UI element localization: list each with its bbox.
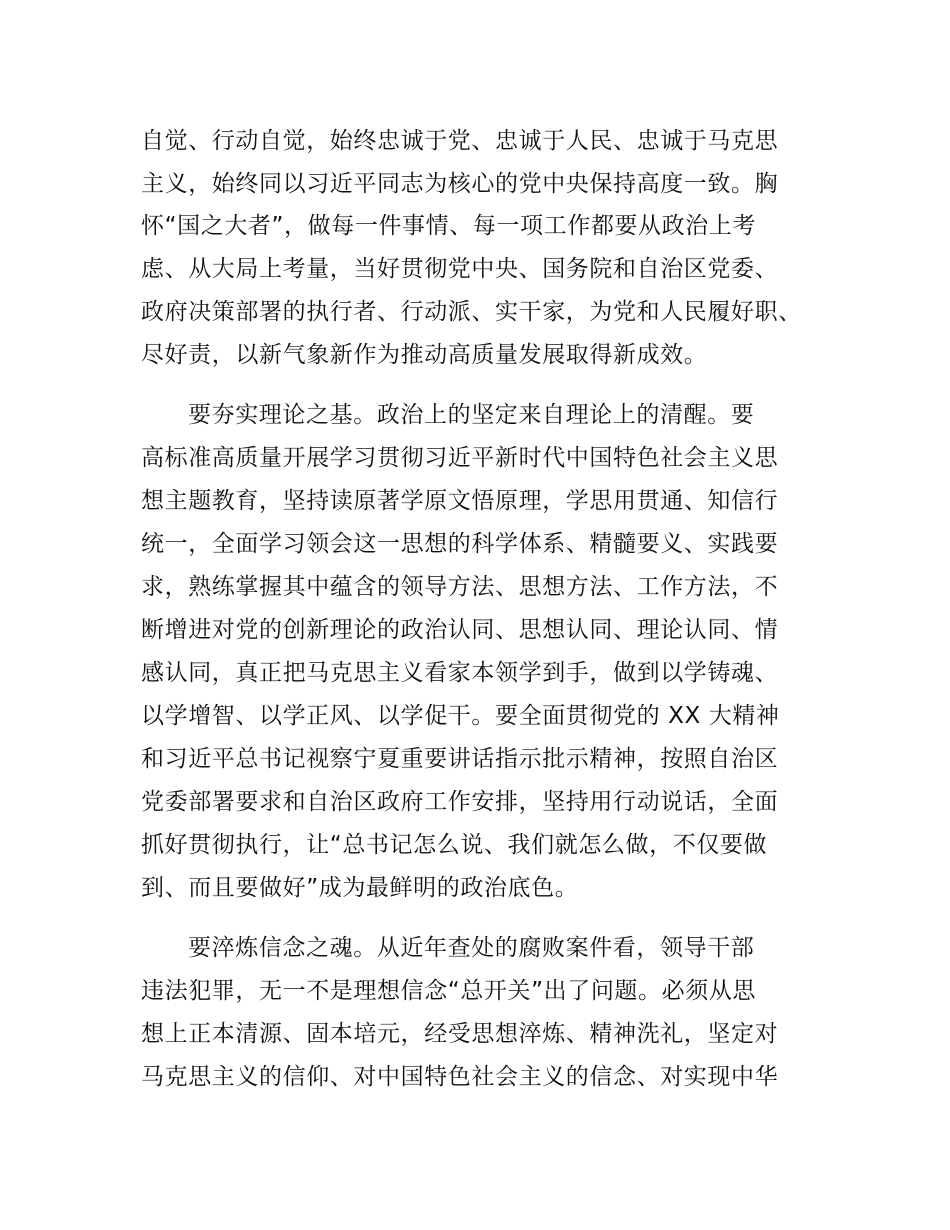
paragraph-2-line-11: 抓好贯彻执行，让“总书记怎么说、我们就怎么做，不仅要做 [141, 832, 768, 858]
paragraph-1-line-4: 虑、从大局上考量，当好贯彻党中央、国务院和自治区党委、 [141, 256, 779, 282]
paragraph-1-line-3: 怀“国之大者”，做每一件事情、每一项工作都要从政治上考 [141, 213, 757, 239]
paragraph-2-line-4: 统一，全面学习领会这一思想的科学体系、精髓要义、实践要 [141, 531, 779, 557]
paragraph-1-line-1: 自觉、行动自觉，始终忠诚于党、忠诚于人民、忠诚于马克思 [141, 128, 779, 154]
paragraph-2-line-3: 想主题教育，坚持读原著学原文悟原理，学思用贯通、知信行 [141, 488, 779, 514]
paragraph-3-line-4: 马克思主义的信仰、对中国特色社会主义的信念、对实现中华 [141, 1064, 779, 1090]
paragraph-3-line-3: 想上正本清源、固本培元，经受思想淬炼、精神洗礼，坚定对 [141, 1021, 779, 1047]
paragraph-2-line-10: 党委部署要求和自治区政府工作安排，坚持用行动说话，全面 [141, 789, 779, 815]
paragraph-2-line-8: 以学增智、以学正风、以学促干。要全面贯彻党的 XX 大精神 [141, 703, 780, 729]
paragraph-2-line-7: 感认同，真正把马克思主义看家本领学到手，做到以学铸魂、 [141, 660, 779, 686]
paragraph-3-line-1: 要淬炼信念之魂。从近年查处的腐败案件看，领导干部 [188, 935, 755, 961]
paragraph-2-line-2: 高标准高质量开展学习贯彻习近平新时代中国特色社会主义思 [141, 445, 779, 471]
paragraph-2-line-12: 到、而且要做好”成为最鲜明的政治底色。 [141, 875, 579, 901]
paragraph-1-line-2: 主义，始终同以习近平同志为核心的党中央保持高度一致。胸 [141, 171, 779, 197]
paragraph-3-line-2: 违法犯罪，无一不是理想信念“总开关”出了问题。必须从思 [141, 978, 757, 1004]
paragraph-2-line-1: 要夯实理论之基。政治上的坚定来自理论上的清醒。要 [188, 402, 755, 428]
paragraph-1-line-5: 政府决策部署的执行者、行动派、实干家，为党和人民履好职、 [141, 299, 802, 325]
paragraph-1-line-6: 尽好责，以新气象新作为推动高质量发展取得新成效。 [141, 342, 708, 368]
paragraph-2-line-9: 和习近平总书记视察宁夏重要讲话指示批示精神，按照自治区 [141, 746, 779, 772]
paragraph-2-line-5: 求，熟练掌握其中蕴含的领导方法、思想方法、工作方法，不 [141, 574, 779, 600]
paragraph-2-line-6: 断增进对党的创新理论的政治认同、思想认同、理论认同、情 [141, 617, 779, 643]
